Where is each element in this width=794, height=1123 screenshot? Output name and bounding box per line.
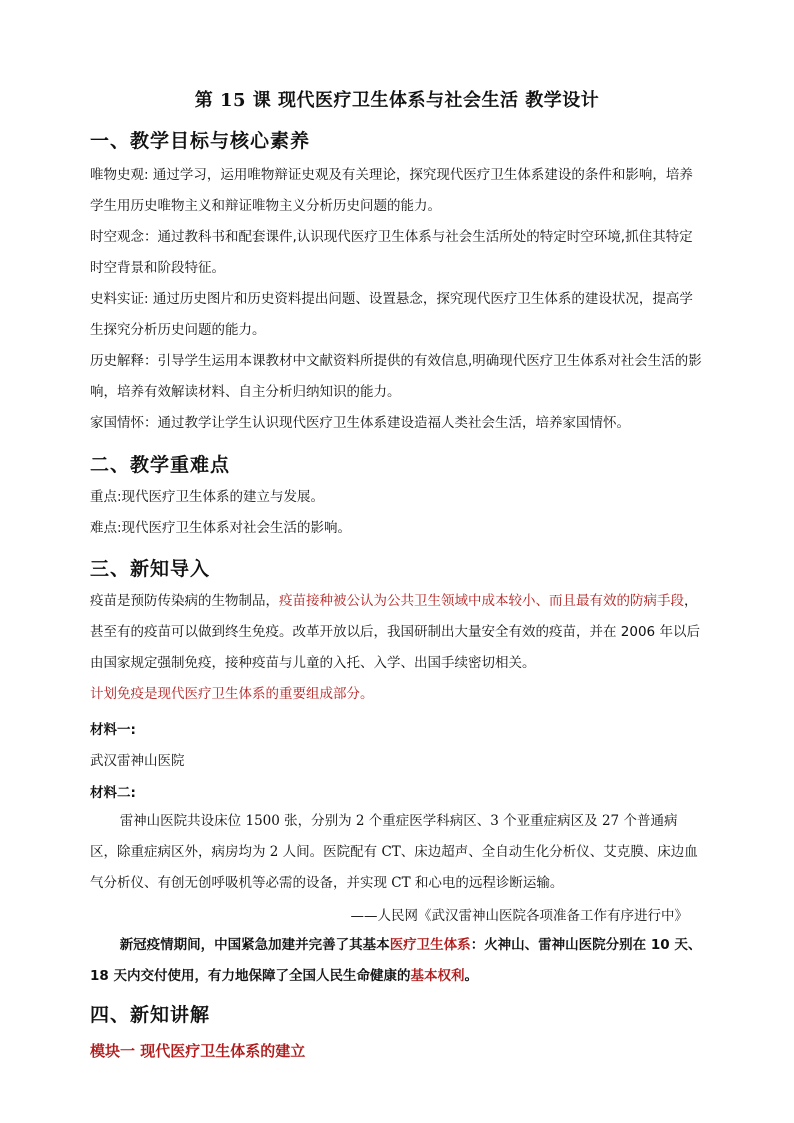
summary-paragraph (90, 930, 702, 992)
summary-text-b: ：火神山、雷神山医院分别在 10 天、18 天内交付使用，有力地保障了全国人民生命健康的 (90, 937, 702, 984)
objective-interpretation: 历史解释：引导学生运用本课教材中文献资料所提供的有效信息,明确现代医疗卫生体系对社会生活的影响，培养有效解读材料、自主分析归纳知识的能力。 (90, 353, 702, 400)
section-heading-introduction: 三、新知导入 (90, 558, 211, 580)
intro-text-b: ，甚至有的疫苗可以做到终生免疫。改革开放以后，我国研制出大量安全有效的疫苗，并在 2006 年以后由国家规定强制免疫，接种疫苗与儿童的入托、入学、出国手续密切相关。 (90, 593, 700, 671)
summary-text-c: 。 (464, 968, 478, 984)
material2-text: 雷神山医院共设床位 1500 张，分别为 2 个重症医学科病区、3 个亚重症病区及 27 个普通病区，除重症病区外，病房均为 2 人间。医院配有 CT、床边超声、全自动生化分析仪、艾克膜、床边血气分析仪、有创无创呼吸机等必需的设备，并实现 CT 和心电的远程诊断运输。 (90, 813, 698, 891)
intro-highlight: 疫苗接种被公认为公共卫生领域中成本较小、而且最有效的防病手段 (279, 593, 684, 609)
objective-evidence: 史料实证: 通过历史图片和历史资料提出问题、设置悬念，探究现代医疗卫生体系的建设状况，提高学生探究分析历史问题的能力。 (90, 291, 693, 338)
key-point: 重点:现代医疗卫生体系的建立与发展。 (90, 489, 325, 505)
summary-highlight-rights: 基本权利 (410, 968, 465, 984)
plan-immunization-note: 计划免疫是现代医疗卫生体系的重要组成部分。 (90, 686, 374, 702)
section-heading-new-knowledge: 四、新知讲解 (90, 1004, 211, 1026)
intro-text-a: 疫苗是预防传染病的生物制品， (90, 593, 279, 609)
material1-label: 材料一: (90, 722, 136, 738)
difficulty-point: 难点:现代医疗卫生体系对社会生活的影响。 (90, 520, 352, 536)
intro-paragraph (90, 586, 702, 679)
objective-materialism: 唯物史观: 通过学习，运用唯物辩证史观及有关理论，探究现代医疗卫生体系建设的条件和影响，培养学生用历史唯物主义和辩证唯物主义分析历史问题的能力。 (90, 167, 693, 214)
document-title: 第 15 课 现代医疗卫生体系与社会生活 教学设计 (194, 90, 600, 111)
summary-text-a: 新冠疫情期间，中国紧急加建并完善了其基本 (119, 937, 390, 953)
objective-time-space: 时空观念：通过教科书和配套课件,认识现代医疗卫生体系与社会生活所处的特定时空环境,抓住其特定时空背景和阶段特征。 (90, 229, 693, 276)
module-one-heading: 模块一 现代医疗卫生体系的建立 (90, 1042, 306, 1060)
objective-patriotism: 家国情怀：通过教学让学生认识现代医疗卫生体系建设造福人类社会生活，培养家国情怀。 (90, 415, 630, 431)
material2-label: 材料二: (90, 785, 136, 801)
material1-text: 武汉雷神山医院 (90, 753, 185, 769)
summary-highlight-system: 医疗卫生体系 (389, 937, 471, 953)
material2-source: ——人民网《武汉雷神山医院各项准备工作有序进行中》 (350, 908, 688, 924)
section-heading-objectives: 一、教学目标与核心素养 (90, 130, 311, 152)
section-heading-key-points: 二、教学重难点 (90, 454, 231, 476)
